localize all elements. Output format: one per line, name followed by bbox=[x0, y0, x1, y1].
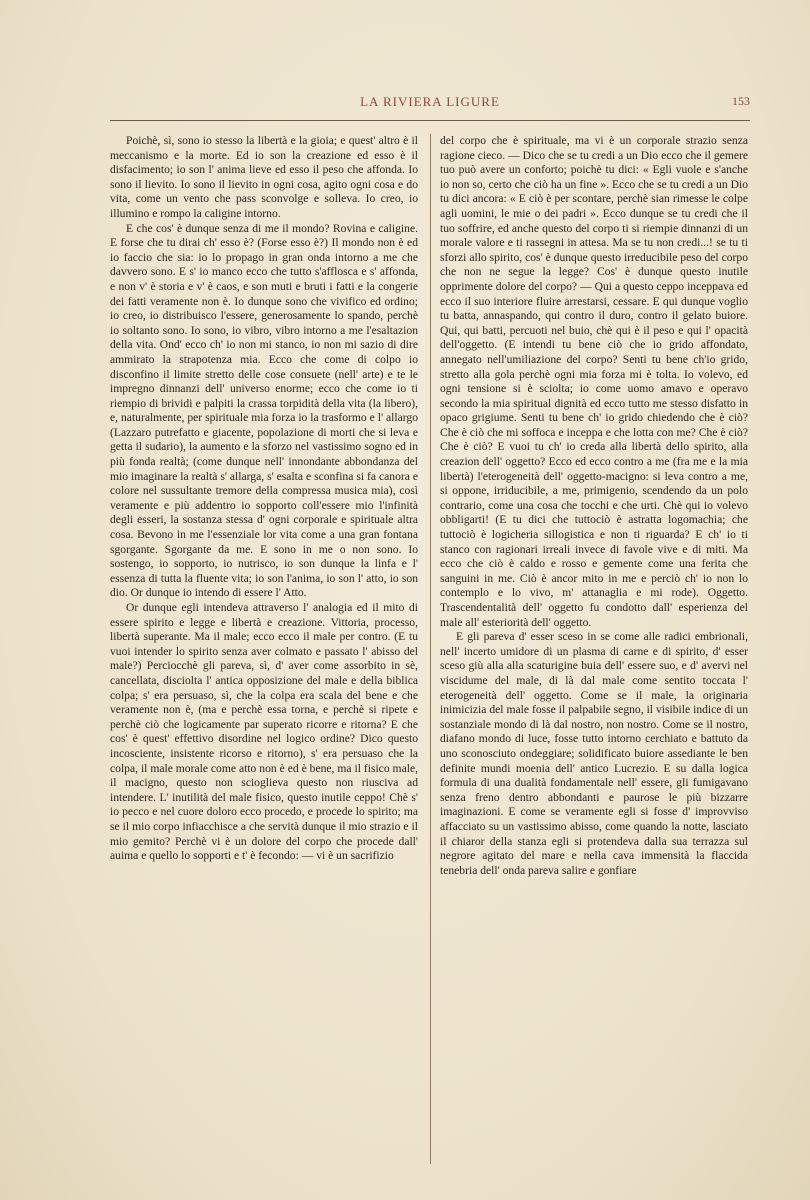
paragraph: E che cos' è dunque senza di me il mondo? Rovina e caligine. E forse che tu dirai ch' esso è? (Forse esso è?) Il mondo non è ed io faccio che sia: io lo propago in gran onda intorno a me che davvero sono. E s' io manco ecco che tutto s'afflosca e s' affonda, e non v' è storia e v' è caos, e son muti e bruti i fatti e la congerie dei fatti veramente non è. Io dunque sono che vivifico ed ordino; io creo, io distribuisco l'essere, generosamente lo spando, perchè io soltanto sono. Io sono, io vibro, vibro intorno a me l'esaltazion della vita. Ond' ecco ch' io non mi stanco, io non mi sazio di dire ammirato la strapotenza mia. Ecco che come di colpo io disconfino il limite stretto delle cose consuete (nell' arte) e te le impregno dinnanzi dell' universo enorme; ecco che come io ti riempio di brividi e palpiti la crassa torpidità della vita (la libero), e, naturalmente, per spirituale mia forza io la trasformo e l' allargo (Lazzaro putrefatto e giacente, popolazione di morti che si leva e getta il sudario), la aumento e la sforzo nel vastissimo sogno ed in più fonda realtà; (come dunque nell' innondante abbondanza del mio imaginare la realtà s' allarga, s' esalta e sconfina si fa canora e colore nel sussultante tremore della compressa musica mia), così veramente e più addentro io sopporto coll'essere mio l'infinità degli esseri, la sostanza stessa d' ogni corporale e spirituale altra cosa. Bevono in me l'essenziale lor vita come a una gran fontana sgorgante. Sgorgante da me. E sono in me o non sono. Io sostengo, io sopporto, io nutrisco, io son dunque la linfa e l' essenza di tutta la fluente vita; io son l'anima, io son l' atto, io son dio. Or dunque io intendo di essere l' Atto. bbox=[110, 221, 418, 600]
paragraph: E gli pareva d' esser sceso in se come alle radici embrionali, nell' incerto umidore di un plasma di carne e di spirito, d' esser sceso giù alla alla scaturigine buia dell' essere suo, e d' avervi nel viscidume del male, di là dal male come sentito toccata l' eterogeneità dell' oggetto. Come se il male, la originaria inimicizia del male fosse il palpabile segno, il visibile indice di un sostanziale mondo di là dal nostro, non nostro. Come se il nostro, diafano mondo di luce, fosse tutto intorno cerchiato e battuto da uno sconosciuto ondeggiare; solidificato buiore assediante le ben definite mundi moenia dell' antico Lucrezio. E su dalla logica formula di una dualità fondamentale nell' essere, gli fumigavano senza freno dentro abbondanti e paurose le più bizzarre imaginazioni. E come se veramente egli si fosse d' improvviso affacciato su un vastissimo abisso, come quando la notte, lasciato il chiaror della stanza egli si protendeva dalla sua terrazza sul negrore agitato del mare e nella cava immensità la flaccida tenebria dell' onda pareva salire e gonfiare bbox=[440, 630, 748, 877]
paragraph: Poichè, sì, sono io stesso la libertà e la gioia; e quest' altro è il meccanismo e la morte. Ed io son la creazione ed esso è il disfacimento; io son l' anima lieve ed esso il peso che affonda. Io sono il lievito. Io sono il lievito in ogni cosa, agito ogni cosa e do vita, come un vento che pass sconvolge e solleva. Io creo, io illumino e rompo la caligine intorno. bbox=[110, 134, 418, 220]
journal-title: LA RIVIERA LIGURE bbox=[360, 94, 500, 109]
page-number: 153 bbox=[732, 94, 750, 108]
header-rule bbox=[110, 120, 750, 121]
column-divider bbox=[430, 134, 431, 1164]
paragraph: del corpo che è spirituale, ma vi è un corporale strazio senza ragione cieco. — Dico che se tu credi a un Dio ecco che il gemere tuo può avere un conforto; poichè tu dici: « Egli vuole e s'anche io non so, certo che ciò ha un fine ». Ecco che se tu credi a un Dio tu dici ancora: « E ciò è per scontare, perchè sian rimesse le colpe agli uomini, le mie o dei padri ». Ecco dunque se tu credi che il tuo soffrire, ed anche questo del corpo ti si riempie dinnanzi di un morale valore e ti rassegni in attesa. Ma se tu non credi...! se tu ti sforzi allo spirito, cos' è dunque questo irreducibile peso del corpo che non ne segue la legge? Cos' è dunque questo inutile opprimente dolore del corpo? — Qui a questo ceppo inceppava ed ecco il suo interiore fluire arrestarsi, cessare. E qui dunque voglio tu batta, annaspando, qui contro il duro, contro il gelato buiore. Qui, qui batti, percuoti nel buio, chè qui è il peso e qui l' opacità dell'oggetto. (E intendi tu bene ciò che io grido affondato, annegato nell'umiliazione del corpo? Senti tu bene ch'io grido, stretto alla gola perchè ogni mia forza mi è tolta. Io volevo, ed ogni tensione si è sciolta; io come uomo amavo e operavo secondo la mia spiritual dignità ed ecco tutto me stesso disfatto in opaco grigiume. Senti tu bene ch' io grido chiedendo che è ciò? Che è ciò che mi soffoca e inceppa e che lotta con me? Che è ciò? Che è ciò? E vuoi tu ch' io creda alla libertà dello spirito, alla creazion dell' oggetto? Ecco ed ecco contro a me (fra me e la mia libertà) l'eterogeneità dell' oggetto-macigno: si leva contro a me, si oppone, irriducibile, a me, primigenio, scendendo da un polo contrario, come una cosa che tocchi e che urti. Chè qui io volevo obbligarti! (E tu dici che tuttociò è astratta logomachia; che tuttociò è logicheria sillogistica e non ti riguarda? E ch' io ti stanco con ragionari irreali invece di favole vive e di miti. Ma ecco che ciò è caldo e rosso e gemente come una ferita che sanguini in me. Ciò è ancor mito in me e perciò ch' io non lo contemplo e lo vivo, m' attanaglia e mi rode). Oggetto. Trascendentalità dell' oggetto fu condotto dall' esperienza del male all' esteriorità dell' oggetto. bbox=[440, 134, 748, 629]
running-head bbox=[110, 94, 750, 114]
left-column bbox=[110, 134, 418, 1174]
right-column bbox=[440, 134, 748, 1174]
paragraph: Or dunque egli intendeva attraverso l' analogia ed il mito di essere spirito e legge e libertà e creazione. Vittoria, processo, libertà superante. Ma il male; ecco ecco il male per contro. (E tu vuoi intender lo spirito senza aver colmato e passato l' abisso del male?) Perciocchè gli pareva, sì, d' aver come assorbito in sè, cancellata, disciolta l' antica opposizione del male e della biblica colpa; s' era persuaso, sì, che la colpa era scala del bene e che veramente non è, (ma e perchè essa torna, e perchè si ripete e perchè ciò che logicamente par superato ricorre e ritorna? E che cos' è quest' effettivo disordine nel logico ordine? Dico questo incosciente, insistente ricorso e ritorno), s' era persuaso che la colpa, il male morale come atto non è ed è bene, ma il fisico male, il macigno, questo non scioglieva questo non riusciva ad intendere. L' inutilità del male fisico, questo inutile ceppo! Chè s' io pecco e nel cuore doloro ecco procedo, e procede lo spirito; ma se il mio corpo infiacchisce a che servità dunque il mio strazio e il mio gemito? Perchè vi è un dolore del corpo che procede dall' auima e quello lo sopporti e t' è fecondo: — vi è un sacrifizio bbox=[110, 601, 418, 863]
